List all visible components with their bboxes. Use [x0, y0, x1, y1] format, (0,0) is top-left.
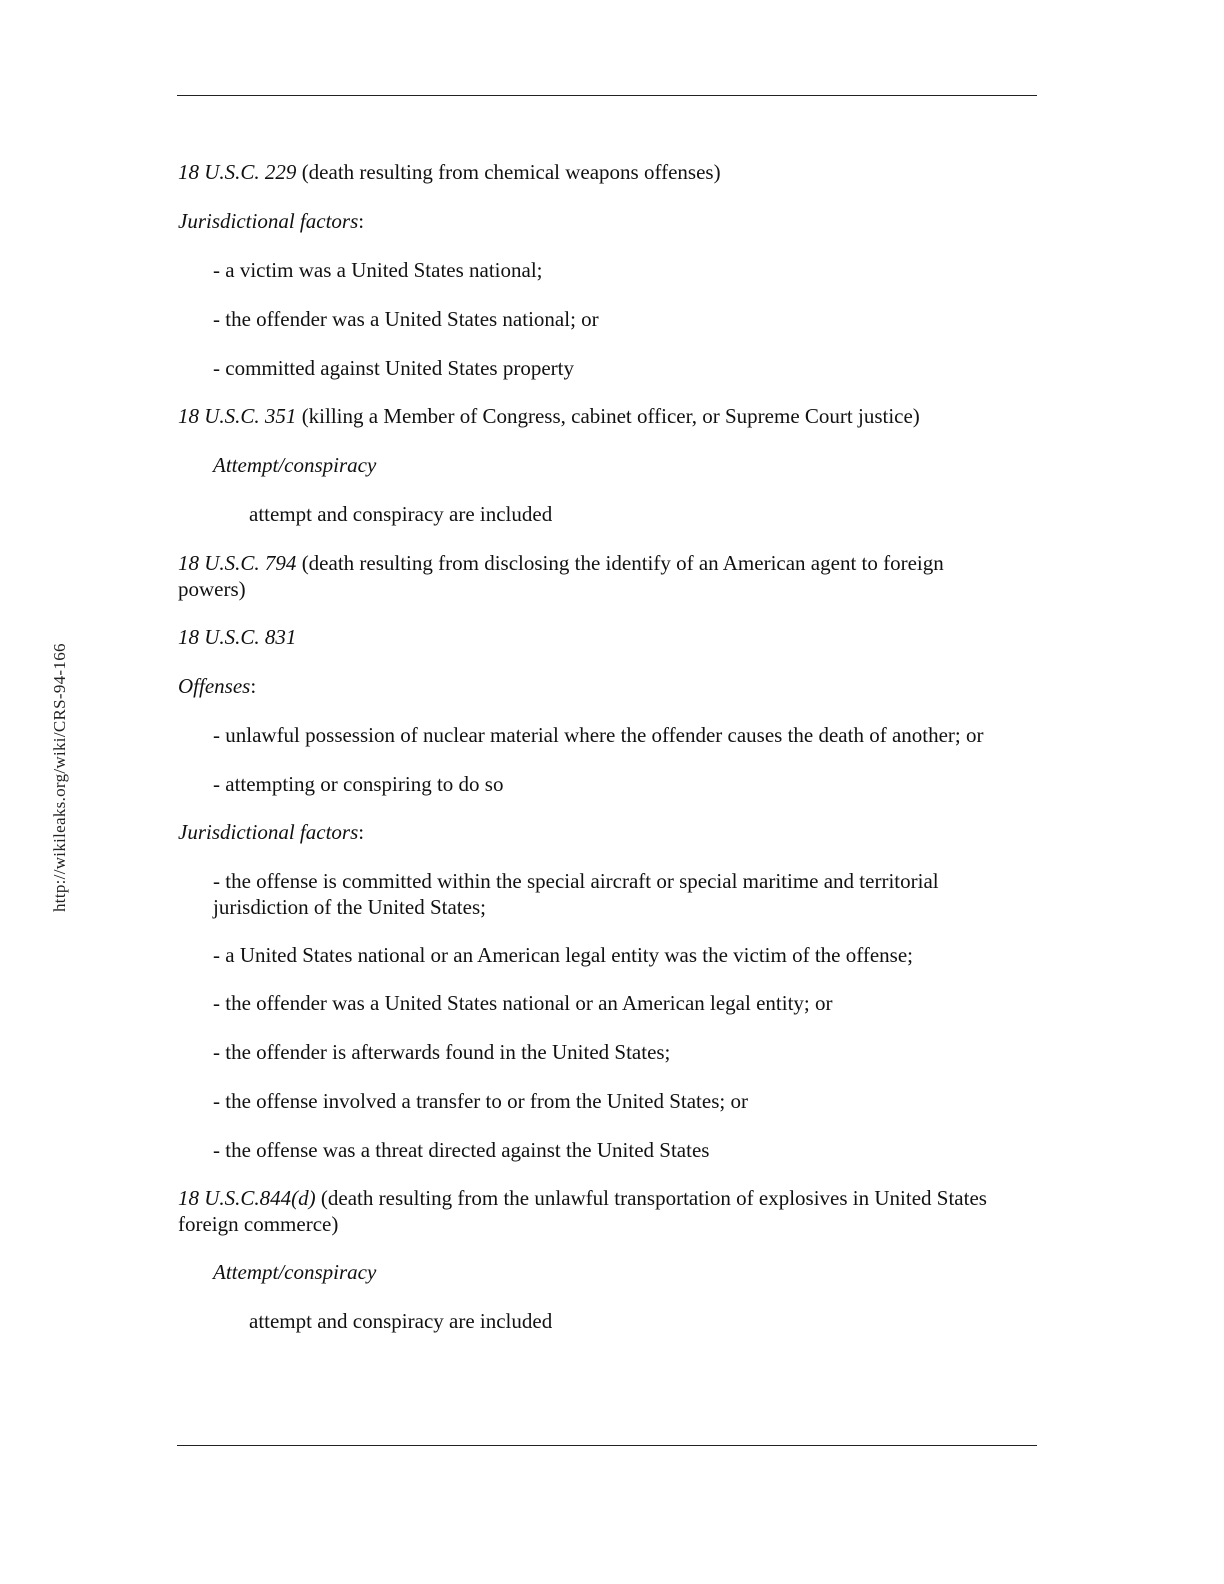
list-item: - the offense involved a transfer to or from the United States; or [213, 1089, 748, 1113]
jurisdictional-factors-heading: Jurisdictional factors: [178, 820, 365, 844]
entry-351-heading [178, 403, 920, 429]
citation: 18 U.S.C. 794 [178, 551, 297, 575]
list-item: - the offender was a United States national; or [213, 307, 599, 331]
attempt-conspiracy-heading: Attempt/conspiracy [213, 1260, 377, 1284]
entry-794-description-cont: powers) [178, 577, 246, 601]
entry-844d-description-cont: foreign commerce) [178, 1212, 339, 1236]
section-label: Jurisdictional factors [178, 209, 359, 233]
description: (death resulting from disclosing the identify of an American agent to foreign [301, 551, 944, 575]
offenses-heading: Offenses: [178, 674, 257, 698]
list-item: - a victim was a United States national; [213, 258, 543, 282]
description: (death resulting from chemical weapons offenses) [301, 160, 721, 184]
list-item: - committed against United States property [213, 356, 574, 380]
list-item: - a United States national or an American legal entity was the victim of the offense; [213, 943, 913, 967]
attempt-conspiracy-text: attempt and conspiracy are included [249, 1309, 553, 1333]
entry-831-heading: 18 U.S.C. 831 [178, 625, 297, 649]
list-item: - the offender is afterwards found in the United States; [213, 1040, 671, 1064]
jurisdictional-factors-heading: Jurisdictional factors: [178, 209, 365, 233]
footer-rule [177, 1445, 1037, 1446]
description: (killing a Member of Congress, cabinet officer, or Supreme Court justice) [301, 404, 920, 428]
list-item: - the offense was a threat directed against the United States [213, 1138, 710, 1162]
entry-794-heading [178, 550, 944, 576]
citation: 18 U.S.C.844(d) [178, 1186, 316, 1210]
list-item: - the offender was a United States national or an American legal entity; or [213, 991, 833, 1015]
list-item: - unlawful possession of nuclear material where the offender causes the death of another; or [213, 723, 984, 747]
side-url-watermark: http://wikileaks.org/wiki/CRS-94-166 [50, 643, 69, 912]
list-item: - attempting or conspiring to do so [213, 772, 504, 796]
citation: 18 U.S.C. 351 [178, 404, 297, 428]
list-item-cont: jurisdiction of the United States; [213, 895, 486, 919]
section-label: Jurisdictional factors [178, 820, 359, 844]
header-rule [177, 95, 1037, 96]
citation: 18 U.S.C. 229 [178, 160, 297, 184]
entry-229-heading [178, 159, 721, 185]
description: (death resulting from the unlawful transportation of explosives in United States [320, 1186, 987, 1210]
attempt-conspiracy-text: attempt and conspiracy are included [249, 502, 553, 526]
attempt-conspiracy-heading: Attempt/conspiracy [213, 453, 377, 477]
entry-844d-heading [178, 1185, 987, 1211]
list-item: - the offense is committed within the special aircraft or special maritime and territorial [213, 869, 939, 893]
section-label: Offenses [178, 674, 251, 698]
